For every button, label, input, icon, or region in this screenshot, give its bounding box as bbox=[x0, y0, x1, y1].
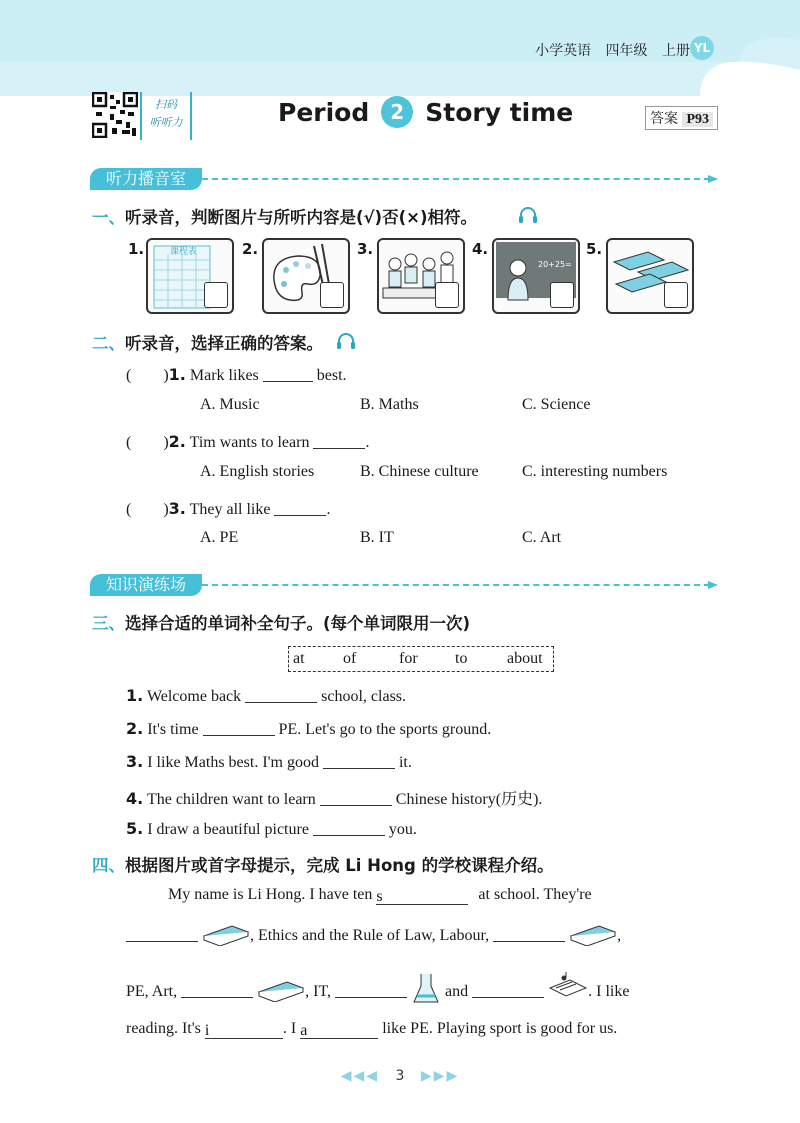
answer-ref[interactable] bbox=[645, 106, 718, 130]
question-4-number: 四、 bbox=[92, 856, 125, 875]
item-stem: Mark likes bbox=[189, 367, 259, 384]
passage-text: and bbox=[445, 983, 469, 1000]
answer-box-2[interactable] bbox=[320, 282, 344, 308]
passage-text: My name is Li Hong. I have ten bbox=[168, 886, 373, 903]
question-4-heading bbox=[92, 852, 554, 876]
item-number: 3. bbox=[168, 499, 186, 518]
scan-label-line1: 扫码 bbox=[155, 98, 177, 111]
word-option[interactable]: about bbox=[507, 650, 543, 667]
answer-paren[interactable]: ( ) bbox=[126, 501, 169, 518]
scan-label-line2: 听听力 bbox=[149, 116, 183, 129]
answer-blank[interactable] bbox=[320, 791, 392, 806]
picture-timetable bbox=[146, 238, 234, 314]
option-b: B. IT bbox=[360, 529, 394, 546]
answer-box-3[interactable] bbox=[435, 282, 459, 308]
answer-blank[interactable] bbox=[313, 434, 365, 449]
picture-classroom bbox=[377, 238, 465, 314]
answer-blank-i[interactable] bbox=[205, 1022, 283, 1039]
answer-box-4[interactable] bbox=[550, 282, 574, 308]
answer-blank[interactable] bbox=[126, 927, 198, 942]
page-number: 3 bbox=[395, 1068, 405, 1084]
question-2-heading bbox=[92, 330, 323, 354]
answer-blank-a[interactable] bbox=[300, 1022, 378, 1039]
blackboard-math: 20+25= bbox=[538, 260, 572, 269]
answer-paren[interactable]: ( ) bbox=[126, 434, 169, 451]
word-option[interactable]: to bbox=[455, 650, 468, 667]
passage-text: PE, Art, bbox=[126, 983, 178, 1000]
headphones-icon[interactable] bbox=[518, 206, 538, 224]
prev-arrows-icon: ◀◀◀ bbox=[340, 1068, 380, 1084]
passage-line-1 bbox=[168, 886, 592, 905]
option-b: B. Maths bbox=[360, 396, 419, 413]
question-1-number: 一、 bbox=[92, 208, 125, 227]
option-b: B. Chinese culture bbox=[360, 463, 479, 480]
initial-hint: s bbox=[376, 888, 383, 905]
section-banner-listening: 听力播音室 bbox=[90, 168, 202, 190]
passage-text: like PE. Playing sport is good for us. bbox=[382, 1020, 618, 1037]
passage-line-4 bbox=[126, 1020, 617, 1039]
grade-info: 小学英语 四年级 上册 bbox=[535, 43, 690, 59]
section-divider bbox=[202, 178, 710, 180]
pencil-tip-icon bbox=[708, 175, 718, 183]
fill-sentence-2 bbox=[126, 719, 491, 739]
item-tail: best. bbox=[316, 367, 347, 384]
picture-maths-teacher bbox=[492, 238, 580, 314]
chinese-book-icon bbox=[202, 922, 250, 946]
sentence-end: school, class. bbox=[321, 688, 407, 705]
option-a: A. English stories bbox=[200, 463, 315, 480]
fill-sentence-3 bbox=[126, 752, 412, 772]
sentence-start: Welcome back bbox=[146, 688, 242, 705]
question-2-text: 听录音，选择正确的答案。 bbox=[125, 334, 323, 353]
option-a: A. Music bbox=[200, 396, 260, 413]
answer-blank[interactable] bbox=[493, 927, 565, 942]
option-a: A. PE bbox=[200, 529, 239, 546]
headphones-icon[interactable] bbox=[336, 332, 356, 350]
option-c: C. Art bbox=[522, 529, 562, 546]
fill-sentence-4 bbox=[126, 786, 542, 809]
fill-sentence-1 bbox=[126, 686, 406, 706]
passage-text: , bbox=[617, 927, 622, 944]
passage-text: , Ethics and the Rule of Law, Labour, bbox=[250, 927, 490, 944]
answer-blank[interactable] bbox=[263, 367, 313, 382]
period-label: Period bbox=[278, 98, 370, 127]
sentence-number: 2. bbox=[126, 719, 144, 738]
word-option[interactable]: at bbox=[293, 650, 305, 667]
passage-line-2 bbox=[126, 922, 621, 946]
sentence-start: It's time bbox=[147, 721, 199, 738]
answer-blank[interactable] bbox=[274, 501, 326, 516]
picture-number-1: 1. bbox=[128, 240, 145, 258]
passage-text: . I like bbox=[588, 983, 630, 1000]
answer-label: 答案 bbox=[650, 111, 678, 127]
scan-listen-label bbox=[140, 92, 192, 140]
question-3-text: 选择合适的单词补全句子。(每个单词限用一次) bbox=[125, 614, 471, 633]
question-4-text: 根据图片或首字母提示，完成 Li Hong 的学校课程介绍。 bbox=[125, 856, 554, 875]
page-footer bbox=[0, 1068, 800, 1084]
next-arrows-icon: ▶▶▶ bbox=[420, 1068, 460, 1084]
sentence-end: you. bbox=[388, 821, 417, 838]
sentence-start: I draw a beautiful picture bbox=[147, 821, 309, 838]
answer-box-5[interactable] bbox=[664, 282, 688, 308]
mc-item-2 bbox=[126, 429, 369, 452]
science-flask-icon bbox=[411, 972, 441, 1006]
yl-badge: YL bbox=[690, 36, 714, 60]
word-option[interactable]: for bbox=[399, 650, 418, 667]
mc-item-1 bbox=[126, 362, 347, 385]
passage-text: , IT, bbox=[305, 983, 332, 1000]
answer-blank[interactable] bbox=[245, 688, 317, 703]
item-stem: Tim wants to learn bbox=[189, 434, 310, 451]
picture-palette bbox=[262, 238, 350, 314]
item-number: 1. bbox=[168, 365, 186, 384]
maths-book-icon bbox=[257, 978, 305, 1002]
question-2-number: 二、 bbox=[92, 334, 125, 353]
passage-text: reading. It's bbox=[126, 1020, 201, 1037]
sentence-number: 5. bbox=[126, 819, 144, 838]
sentence-end: Chinese history(历史). bbox=[395, 791, 543, 808]
picture-number-2: 2. bbox=[242, 240, 259, 258]
sentence-number: 1. bbox=[126, 686, 144, 705]
fill-sentence-5 bbox=[126, 819, 417, 839]
qr-code-icon[interactable] bbox=[92, 92, 138, 138]
picture-number-4: 4. bbox=[472, 240, 489, 258]
item-number: 2. bbox=[168, 432, 186, 451]
answer-blank[interactable] bbox=[313, 821, 385, 836]
word-bank bbox=[288, 646, 554, 672]
item-tail: . bbox=[365, 434, 370, 451]
passage-text: . I bbox=[282, 1020, 297, 1037]
initial-hint: i bbox=[204, 1022, 210, 1039]
music-score-icon bbox=[548, 972, 588, 1006]
answer-paren[interactable]: ( ) bbox=[126, 367, 169, 384]
answer-blank[interactable] bbox=[335, 983, 407, 998]
picture-number-5: 5. bbox=[586, 240, 603, 258]
answer-blank-s[interactable] bbox=[376, 888, 468, 905]
timetable-label: 课程表 bbox=[170, 247, 198, 257]
question-1-heading bbox=[92, 204, 477, 228]
initial-hint: a bbox=[300, 1022, 308, 1039]
answer-blank[interactable] bbox=[181, 983, 253, 998]
item-stem: They all like bbox=[189, 501, 271, 518]
word-option[interactable]: of bbox=[343, 650, 357, 667]
picture-number-3: 3. bbox=[357, 240, 374, 258]
page-title bbox=[278, 96, 573, 128]
sentence-start: The children want to learn bbox=[146, 791, 316, 808]
sentence-start: I like Maths best. I'm good bbox=[147, 754, 319, 771]
mc-item-3 bbox=[126, 496, 330, 519]
option-c: C. interesting numbers bbox=[522, 463, 668, 480]
sentence-end: it. bbox=[398, 754, 412, 771]
passage-line-3 bbox=[126, 972, 629, 1006]
sentence-end: PE. Let's go to the sports ground. bbox=[278, 721, 492, 738]
lesson-title: Story time bbox=[425, 98, 574, 127]
answer-box-1[interactable] bbox=[204, 282, 228, 308]
section-divider bbox=[202, 584, 710, 586]
passage-text: at school. They're bbox=[478, 886, 592, 903]
answer-page: P93 bbox=[682, 112, 713, 127]
english-book-icon bbox=[569, 922, 617, 946]
option-c: C. Science bbox=[522, 396, 591, 413]
answer-blank[interactable] bbox=[472, 983, 544, 998]
question-3-heading bbox=[92, 610, 470, 634]
item-tail: . bbox=[326, 501, 331, 518]
period-number: 2 bbox=[381, 96, 413, 128]
section-banner-practice: 知识演练场 bbox=[90, 574, 202, 596]
pencil-tip-icon bbox=[708, 581, 718, 589]
answer-blank[interactable] bbox=[203, 721, 275, 736]
sentence-number: 3. bbox=[126, 752, 144, 771]
sentence-number: 4. bbox=[126, 789, 144, 808]
answer-blank[interactable] bbox=[323, 754, 395, 769]
question-1-text: 听录音，判断图片与所听内容是(√)否(×)相符。 bbox=[125, 208, 477, 227]
picture-books bbox=[606, 238, 694, 314]
question-3-number: 三、 bbox=[92, 614, 125, 633]
